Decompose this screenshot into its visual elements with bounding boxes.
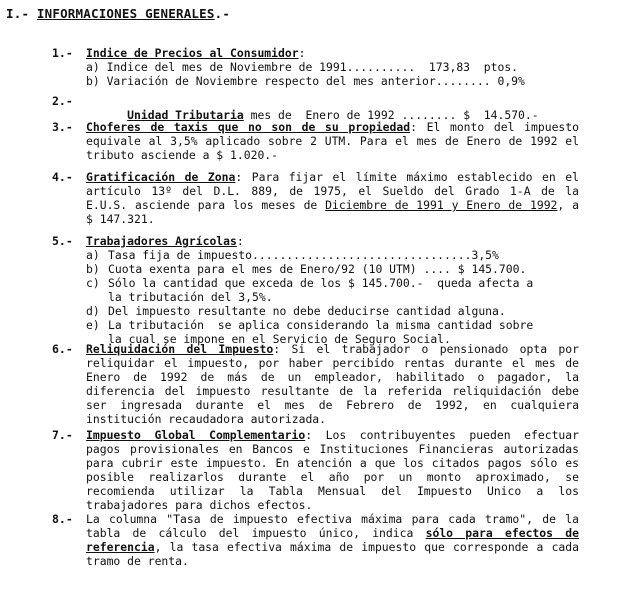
item-title: Gratificación de Zona: [86, 170, 236, 184]
sub-item-text: Sólo la cantidad que exceda de los $ 145.700.- queda afecta a: [108, 276, 534, 290]
sub-item-label: d): [86, 304, 100, 318]
item-title: Choferes de taxis que no son de su propiedad: [86, 120, 411, 134]
item-number: 4.-: [52, 170, 73, 184]
item-text: La columna "Tasa de impuesto efectiva máxima para cada tramo", de la tabla de cálculo del impuesto único, indica: [86, 512, 579, 540]
sub-item-text: Tasa fija de impuesto................................3,5%: [108, 248, 499, 262]
item-title: Unidad Tributaria: [127, 108, 244, 122]
sub-item: [86, 318, 579, 332]
sub-item: [86, 248, 579, 262]
item-text: : Para fijar el límite máximo establecido en el artículo 13º del D.L. 889, de 1975, el Sueldo del Grado 1-A de la E.U.S. asciende para los meses de: [86, 170, 579, 212]
sub-item-label: c): [86, 276, 100, 290]
item-title-suffix: :: [298, 46, 306, 60]
item-text: , a $ 147.321.: [86, 198, 579, 226]
item-number: 8.-: [52, 512, 73, 526]
item-text: , la tasa efectiva máxima de impuesto que corresponde a cada tramo de renta.: [86, 540, 579, 568]
section-title-suffix: .-: [214, 6, 231, 21]
item-number: 3.-: [52, 120, 73, 134]
item-1: [52, 46, 579, 88]
item-text-underlined: Diciembre de 1991 y Enero de 1992: [325, 198, 558, 212]
sub-item: [86, 276, 579, 290]
sub-item-continuation: la tributación del 3,5%.: [108, 290, 273, 304]
item-title: Reliquidación del Impuesto: [86, 342, 274, 356]
item-title: Impuesto Global Complementario: [86, 428, 306, 442]
item-text: : Los contribuyentes pueden efectuar pagos provisionales en Bancos e Instituciones Financieras autorizadas para cubrir este impuesto. En atención a que los citados pagos sólo es posible realizarlos durante el año por un monto aproximado, se recomienda utilizar la Tabla Mensual del Impuesto Unico a los trabajadores para dichos efectos.: [86, 428, 579, 512]
sub-item-text: Del impuesto resultante no debe deducirse cantidad alguna.: [108, 304, 506, 318]
sub-item-label: b): [86, 262, 100, 276]
item-text: : Si el trabajador o pensionado opta por reliquidar el impuesto, por haber percibido rentas durante el mes de Enero de 1992 de más de un empleador, habilitado o pagador, la diferencia del impuesto resultante de la referida reliquidación debe ser ingresada durante el mes de Febrero de 1992, en cualquiera institución recaudadora autorizada.: [86, 342, 579, 426]
item-title: Trabajadores Agrícolas: [86, 234, 237, 248]
item-title-suffix: :: [236, 234, 244, 248]
section-number: I.-: [6, 6, 37, 21]
item-text-emphasis: sólo para efectos de referencia: [86, 526, 579, 554]
sub-item-continuation: la cual se impone en el Servicio de Seguro Social.: [108, 332, 451, 346]
sub-item-text: La tributación se aplica considerando la misma cantidad sobre: [108, 318, 534, 332]
section-heading: [6, 6, 230, 21]
item-4: [52, 170, 579, 226]
section-title: INFORMACIONES GENERALES: [36, 6, 215, 21]
sub-item: [86, 262, 579, 276]
item-line: a) Indice del mes de Noviembre de 1991.......... 173,83 ptos.: [86, 60, 519, 74]
item-8: [52, 512, 579, 568]
item-number: 2.-: [52, 94, 73, 108]
item-text: : El monto del impuesto equivale al 3,5% aplicado sobre 2 UTM. Para el mes de Enero de 1992 el tributo asciende a $ 1.020.-: [86, 120, 579, 162]
sub-item-label: a): [86, 248, 100, 262]
item-number: 1.-: [52, 46, 73, 60]
sub-item: [86, 304, 579, 318]
item-6: [52, 342, 579, 426]
item-title: Indice de Precios al Consumidor: [86, 46, 299, 60]
item-text: mes de Enero de 1992 ........ $ 14.570.-: [243, 108, 539, 122]
sub-item-text: Cuota exenta para el mes de Enero/92 (10 UTM) .... $ 145.700.: [108, 262, 527, 276]
item-7: [52, 428, 579, 512]
item-number: 7.-: [52, 428, 73, 442]
item-3: [52, 120, 579, 162]
item-number: 5.-: [52, 234, 73, 248]
item-5: [52, 234, 579, 346]
item-line: b) Variación de Noviembre respecto del mes anterior........ 0,9%: [86, 74, 525, 88]
item-number: 6.-: [52, 342, 73, 356]
sub-item-label: e): [86, 318, 100, 332]
